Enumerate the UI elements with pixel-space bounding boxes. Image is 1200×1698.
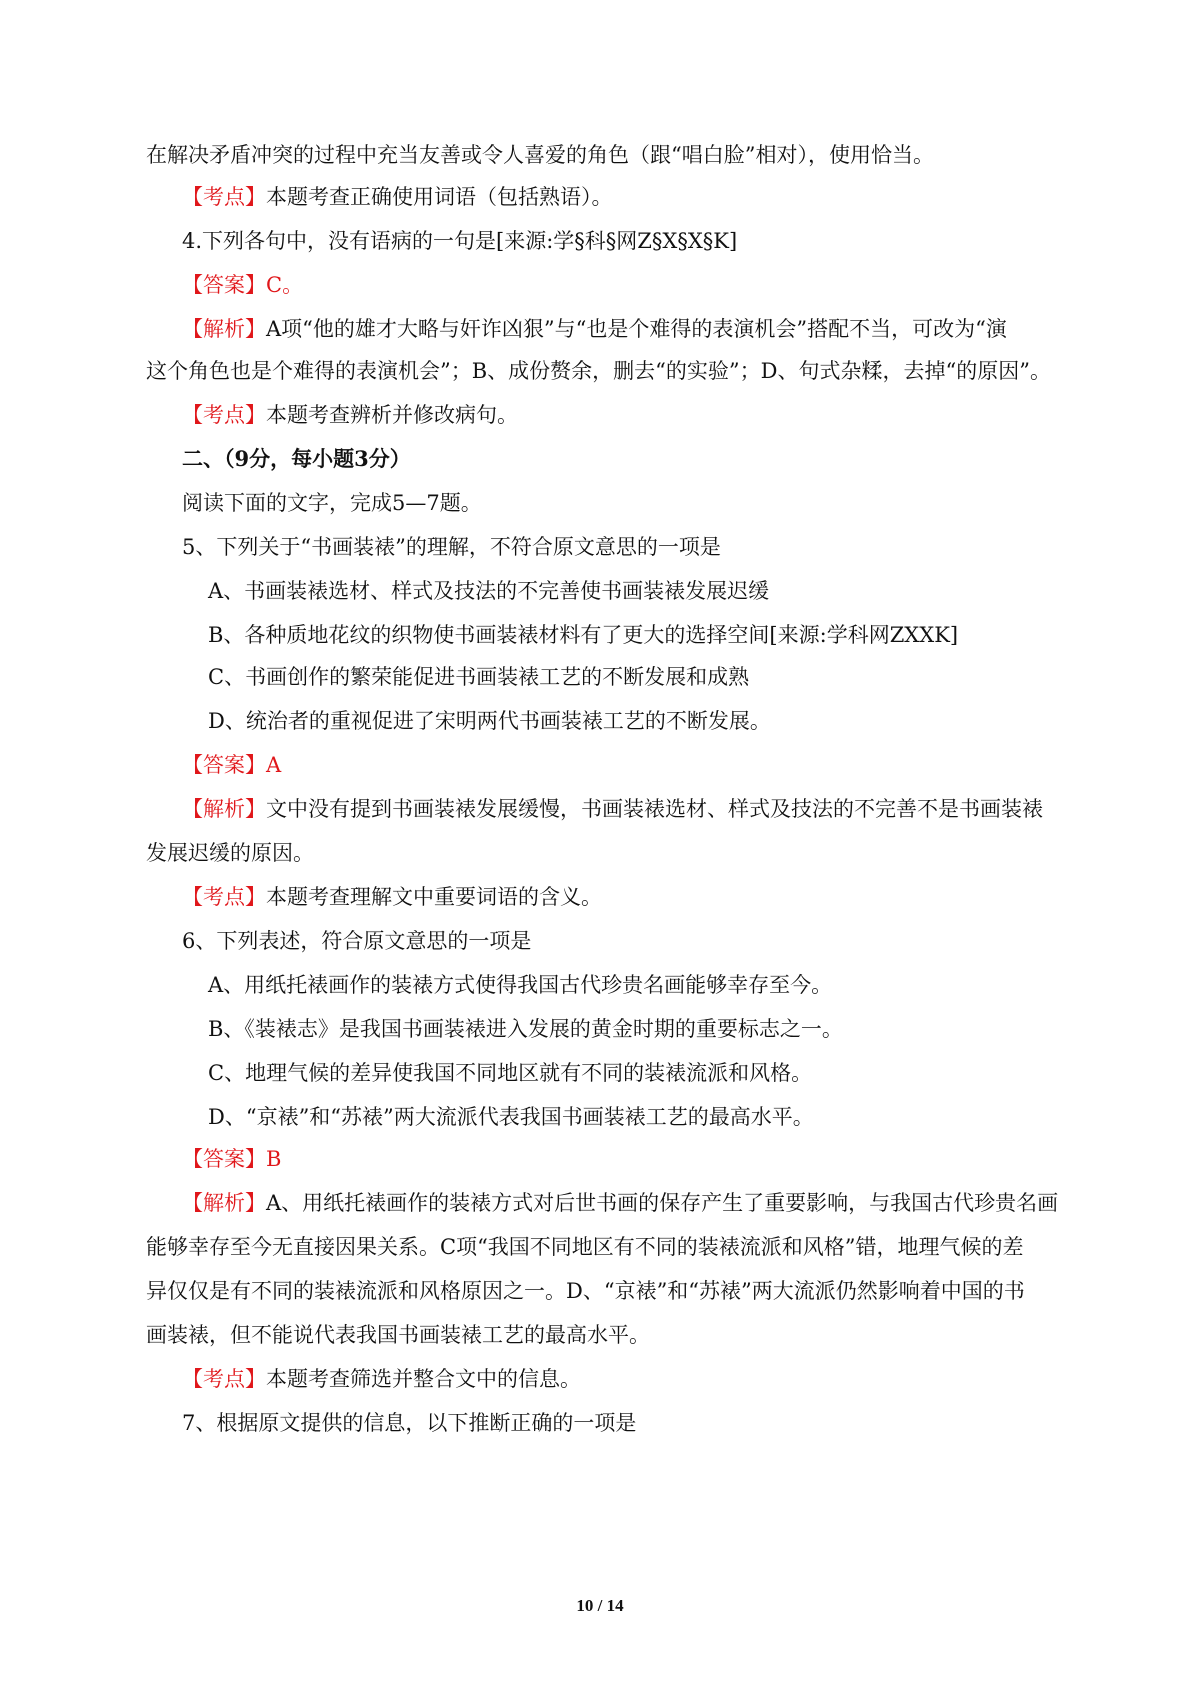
kaodian-text: 本题考查正确使用词语（包括熟语）。 <box>266 185 613 209</box>
answer-tag: 【答案】 <box>182 1147 266 1171</box>
analysis-text: A项“他的雄才大略与奸诈凶狠”与“也是个难得的表演机会”搭配不当，可改为“演 <box>266 317 1007 341</box>
answer-tag: 【答案】 <box>182 753 266 777</box>
analysis-tag: 【解析】 <box>182 797 266 821</box>
paragraph-line: 在解决矛盾冲突的过程中充当友善或令人喜爱的角色（跟“唱白脸”相对），使用恰当。 <box>146 143 934 167</box>
answer-tag: 【答案】 <box>182 273 266 297</box>
analysis-line <box>182 1188 1077 1218</box>
analysis-tag: 【解析】 <box>182 317 266 341</box>
kaodian-line <box>182 882 1112 912</box>
kaodian-text: 本题考查辨析并修改病句。 <box>266 403 518 427</box>
page-number: 10 / 14 <box>576 1596 624 1615</box>
kaodian-tag: 【考点】 <box>182 185 266 209</box>
question-5-option-c: C、书画创作的繁荣能促进书画装裱工艺的不断发展和成熟 <box>208 665 750 689</box>
analysis-line <box>182 314 1077 344</box>
analysis-tag: 【解析】 <box>182 1191 266 1215</box>
answer-text: A <box>266 753 282 777</box>
section-heading: 二、（9分，每小题3分） <box>182 446 411 471</box>
question-5-stem: 5、下列关于“书画装裱”的理解，不符合原文意思的一项是 <box>182 535 721 559</box>
answer-line <box>182 1144 1112 1174</box>
question-5-option-b: B、各种质地花纹的织物使书画装裱材料有了更大的选择空间[来源:学科网ZXXK] <box>208 623 959 647</box>
question-5-option-a: A、书画装裱选材、样式及技法的不完善使书画装裱发展迟缓 <box>208 579 770 603</box>
question-6-option-d: D、“京裱”和“苏裱”两大流派代表我国书画装裱工艺的最高水平。 <box>208 1105 814 1129</box>
question-6-stem: 6、下列表述，符合原文意思的一项是 <box>182 929 532 953</box>
answer-line <box>182 270 1112 300</box>
analysis-line: 发展迟缓的原因。 <box>146 841 314 865</box>
analysis-text: A、用纸托裱画作的装裱方式对后世书画的保存产生了重要影响，与我国古代珍贵名画 <box>266 1191 1059 1215</box>
kaodian-text: 本题考查理解文中重要词语的含义。 <box>266 885 602 909</box>
question-7-stem: 7、根据原文提供的信息，以下推断正确的一项是 <box>182 1411 637 1435</box>
kaodian-line <box>182 400 1112 430</box>
question-4-stem: 4.下列各句中，没有语病的一句是[来源:学§科§网Z§X§X§K] <box>182 229 738 253</box>
kaodian-tag: 【考点】 <box>182 1367 266 1391</box>
answer-text: C。 <box>266 273 304 297</box>
answer-line <box>182 750 1112 780</box>
question-5-option-d: D、统治者的重视促进了宋明两代书画装裱工艺的不断发展。 <box>208 709 771 733</box>
reading-instruction: 阅读下面的文字，完成5—7题。 <box>182 491 482 515</box>
analysis-line <box>182 794 1077 824</box>
kaodian-tag: 【考点】 <box>182 403 266 427</box>
analysis-line: 画装裱，但不能说代表我国书画装裱工艺的最高水平。 <box>146 1323 650 1347</box>
analysis-line: 异仅仅是有不同的装裱流派和风格原因之一。D、“京裱”和“苏裱”两大流派仍然影响着中国的书 <box>146 1279 1025 1303</box>
question-6-option-c: C、地理气候的差异使我国不同地区就有不同的装裱流派和风格。 <box>208 1061 813 1085</box>
answer-text: B <box>266 1147 282 1171</box>
kaodian-line <box>182 182 1112 212</box>
analysis-line: 这个角色也是个难得的表演机会”；B、成份赘余，删去“的实验”；D、句式杂糅，去掉“的原因”。 <box>146 359 1051 383</box>
analysis-text: 文中没有提到书画装裱发展缓慢，书画装裱选材、样式及技法的不完善不是书画装裱 <box>266 797 1043 821</box>
kaodian-tag: 【考点】 <box>182 885 266 909</box>
question-6-option-a: A、用纸托裱画作的装裱方式使得我国古代珍贵名画能够幸存至今。 <box>208 973 833 997</box>
analysis-line: 能够幸存至今无直接因果关系。C项“我国不同地区有不同的装裱流派和风格”错，地理气候的差 <box>146 1235 1024 1259</box>
kaodian-text: 本题考查筛选并整合文中的信息。 <box>266 1367 581 1391</box>
kaodian-line <box>182 1364 1112 1394</box>
question-6-option-b: B、《装裱志》是我国书画装裱进入发展的黄金时期的重要标志之一。 <box>208 1017 843 1041</box>
